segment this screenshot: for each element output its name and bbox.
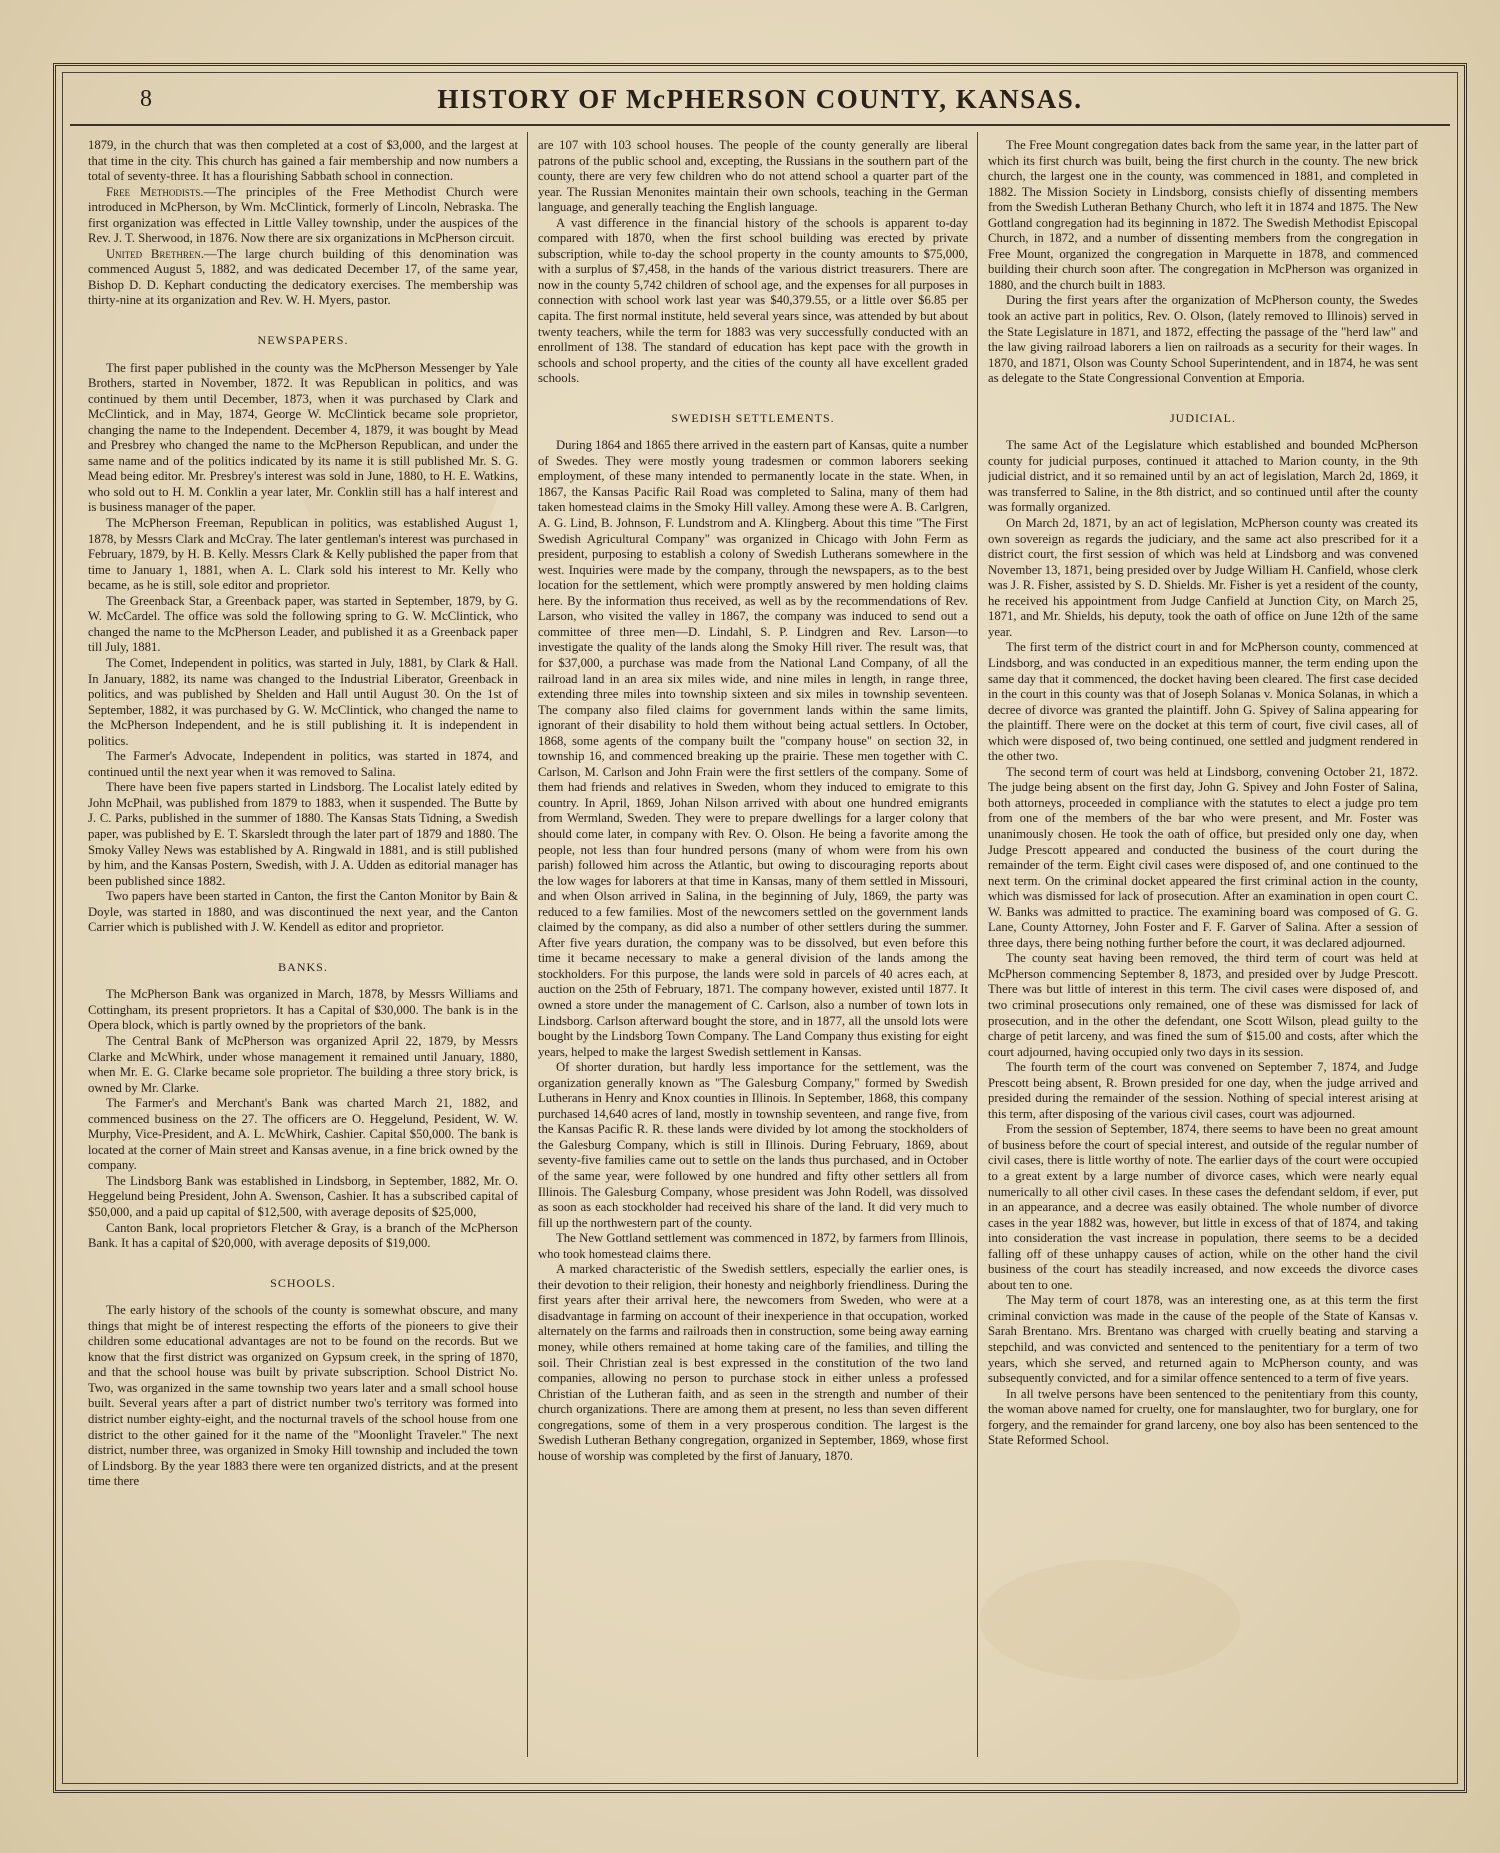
section-heading-judicial: JUDICIAL. — [1170, 410, 1236, 425]
paragraph: Canton Bank, local proprietors Fletcher & Gray, is a branch of the McPherson Bank. It has a capital of $20,000, with average deposits of $19,000. — [88, 1220, 518, 1251]
paragraph: A vast difference in the financial history of the schools is apparent to-day compared with 1870, when the first school building was erected by private subscription, while to-day the school property in the county amounts to $75,000, with a surplus of $7,458, in the hands of the various district treasurers. There are now in the county 5,742 children of school age, and the expenses for all purposes in connection with school work last year was $40,379.55, or a little over $6.85 per capita. The first normal institute, held several years since, was attended by but about twenty teachers, while the term for 1883 was very successfully conducted with an enrollment of 138. The standard of education has kept pace with the growth in schools and school property, and the cities of the county all have excellent graded schools. — [538, 215, 968, 386]
paragraph: The McPherson Bank was organized in March, 1878, by Messrs Williams and Cottingham, its present proprietors. It has a Capital of $30,000. The bank is in the Opera block, which is partly owned by the proprietors of the bank. — [88, 987, 518, 1033]
paragraph: Of shorter duration, but hardly less importance for the settlement, was the organization generally known as "The Galesburg Company," formed by Swedish Lutherans in Henry and Knox counties in Illinois. In September, 1868, this company purchased 14,640 acres of land, mostly in township seventeen, and range five, from the Kansas Pacific R. R. these lands were divided by lot among the stockholders of the Galesburg Company, which is still in Illinois. During February, 1869, about seventy-five families came out to settle on the lands thus purchased, and in October of the same year, were followed by one hundred and fifty other settlers all from Illinois. The Galesburg Company, whose president was John Rodell, was dissolved as soon as each stockholder had received his share of the land. It did very much to fill up the northwestern part of the county. — [538, 1060, 968, 1230]
page-header — [70, 86, 1450, 126]
paragraph-text: —The large church building of this denomination was commenced August 5, 1882, and was dedicated December 17, of the same year, Bishop D. D. Kephart conducting the dedicatory exercises. The membership was thirty-nine at its organization and Rev. W. H. Myers, pastor. — [88, 246, 518, 308]
paragraph: The Farmer's and Merchant's Bank was charted March 21, 1882, and commenced business on the 27. The officers are O. Heggelund, Pesident, W. W. Murphy, Vice-President, and A. L. McWhirk, Cashier. Capital $50,000. The bank is located at the corner of Main street and Kansas avenue, in a fine brick owned by the company. — [88, 1096, 518, 1173]
column-rule — [527, 132, 528, 1757]
paragraph: The Comet, Independent in politics, was started in July, 1881, by Clark & Hall. In January, 1882, its name was changed to the Industrial Liberator, Greenback in politics, and was published by Shelden and Hall until August 30. On the 1st of September, 1882, it was purchased by G. W. McClintick, who changed the name to the McPherson Independent, and he is still publishing it. It is independent in politics. — [88, 655, 518, 748]
section-heading-schools: SCHOOLS. — [270, 1275, 336, 1290]
section-heading-newspapers: NEWSPAPERS. — [257, 333, 349, 348]
paragraph: The New Gottland settlement was commenced in 1872, by farmers from Illinois, who took homestead claims there. — [538, 1231, 968, 1261]
paragraph: There have been five papers started in Lindsborg. The Localist lately edited by John McPhail, was published from 1879 to 1883, when it suspended. The Butte by J. C. Parks, published in the summer of 1880. The Kansas Stats Tidning, a Swedish paper, was published by E. T. Skarsledt through the later part of 1879 and 1880. The Smoky Valley News was established by A. Ringwald in 1881, and is still published by him, and the Kansas Postern, Swedish, with J. A. Udden as editorial manager has been published since 1882. — [88, 780, 518, 888]
paragraph-text: —The principles of the Free Methodist Church were introduced in McPherson, by Wm. McClintick, formerly of Lincoln, Nebraska. The first organization was effected in Little Valley township, under the auspices of the Rev. J. T. Sherwood, in 1876. Now there are six organizations in McPherson circuit. — [88, 184, 518, 246]
paragraph: The McPherson Freeman, Republican in politics, was established August 1, 1878, by Messrs Clark and McCray. The later gentleman's interest was purchased in February, 1879, by H. B. Kelly. Messrs Clark & Kelly published the paper from that time to January 1, 1881, when A. L. Clark sold his interest to Mr. Kelly who became, as he is still, sole editor and proprietor. — [88, 516, 518, 593]
section-heading-swedish-settlements: SWEDISH SETTLEMENTS. — [671, 410, 835, 425]
column-2 — [538, 138, 968, 1758]
paragraph: The first paper published in the county was the McPherson Messenger by Yale Brothers, started in November, 1872. It was Republican in politics, and was continued by them until December, 1873, when it was purchased by Clark and McClintick, and in May, 1874, George W. McClintick became sole proprietor, changing the name to the Independent. December 4, 1879, it was bought by Mead and Presbrey who changed the name to the McPherson Republican, and under the same name and of the politics indicated by its name it is still published Mr. S. G. Mead being editor. Mr. Presbrey's interest was sold in June, 1880, to H. E. Watkins, who sold out to H. M. Conklin a year later, Mr. Conklin still has a half interest and is business manager of the paper. — [88, 360, 518, 515]
run-in-heading: United Brethren. — [106, 246, 205, 261]
paragraph: During the first years after the organization of McPherson county, the Swedes took an active part in politics, Rev. O. Olson, (lately removed to Illinois) served in the State Legislature in 1871, and 1872, effecting the passage of the "herd law" and the law giving railroad laborers a lien on railroads as a security for their wages. In 1870, and 1871, Olson was County School Superintendent, and in 1874, he was sent as delegate to the State Congressional Convention at Emporia. — [988, 293, 1418, 386]
paragraph: The May term of court 1878, was an interesting one, as at this term the first criminal conviction was made in the cause of the people of the State of Kansas v. Sarah Brentano. Mrs. Brentano was charged with cruelly beating and starving a stepchild, and was convicted and sentenced to the penitentiary for a term of two years, which she served, and returned again to McPherson county, and was subsequently convicted, and for a similar offence sentenced to a term of five years. — [988, 1293, 1418, 1386]
paragraph: The first term of the district court in and for McPherson county, commenced at Lindsborg, and was conducted in an expeditious manner, the term ending upon the same day that it commenced, the docket having been cleared. The first case decided in the court in this county was that of Joseph Solanas v. Monica Solanas, in which a decree of divorce was granted the plaintiff. John G. Spivey of Salina appearing for the plaintiff. There were on the docket at this term of court, five civil cases, all of which were disposed of, two being continued, one settled and judgment rendered in the other two. — [988, 640, 1418, 764]
paragraph: From the session of September, 1874, there seems to have been no great amount of business before the court of special interest, and outside of the regular number of civil cases, there is little worthy of note. The earlier days of the court were occupied to a great extent by a large number of divorce cases, which were nearly equal numerically to all other civil cases. In these cases the defendant seldom, if ever, put in an appearance, and a decree was easily obtained. The whole number of divorce cases in the year 1882 was, however, but little in excess of that of 1874, and taking into consideration the vast increase in population, there seems to be a decided falling off of these unhappy causes of action, while on the other hand the civil business of the court has steadily increased, and now exceeds the divorce cases about ten to one. — [988, 1122, 1418, 1292]
paragraph: In all twelve persons have been sentenced to the penitentiary from this county, the woman above named for cruelty, one for manslaughter, two for burglary, one for forgery, and the remainder for grand larceny, one boy also has been sentenced to the State Reformed School. — [988, 1386, 1418, 1448]
header-rule — [70, 124, 1450, 126]
column-rule — [977, 132, 978, 1757]
paragraph — [88, 185, 518, 247]
paragraph: The same Act of the Legislature which established and bounded McPherson county for judicial purposes, continued it attached to Marion county, in the 9th judicial district, and it so remained until by an act of legislation, March 2d, 1869, it was transferred to Saline, in the 8th district, and so continued until after the county was formally organized. — [988, 438, 1418, 515]
paragraph: On March 2d, 1871, by an act of legislation, McPherson county was created its own sovereign as regards the judiciary, and the same act also prescribed for it a district court, the first session of which was held at Lindsborg and was convened November 13, 1871, being presided over by Judge William H. Canfield, whose clerk was J. R. Fisher, assisted by S. D. Shields. Mr. Fisher is yet a resident of the county, he received his appointment from Judge Canfield at Junction City, on March 25, 1871, and Mr. Shields, his deputy, took the oath of office on June 12th of the same year. — [988, 516, 1418, 639]
paragraph: A marked characteristic of the Swedish settlers, especially the earlier ones, is their devotion to their religion, their honesty and neighborly friendliness. During the first years after their arrival here, the newcomers from Sweden, who were at a disadvantage in farming on account of their inexperience in that occupation, worked alternately on the farms and railroads then in construction, some being away earning money, while others remained at home taking care of the families, and tilling the soil. Their Christian zeal is best expressed in the constitution of the two land companies, allowing no person to purchase stock in either unless a professed Christian of the Lutheran faith, and as seen in the strength and number of their church organizations. There are among them at present, no less than seven different congregations, some of them in a very prosperous condition. The largest is the Swedish Lutheran Bethany congregation, organized in September, 1869, whose first house of worship was completed by the first of January, 1870. — [538, 1262, 968, 1463]
paragraph: The Farmer's Advocate, Independent in politics, was started in 1874, and continued until the next year when it was removed to Salina. — [88, 749, 518, 779]
paragraph: The second term of court was held at Lindsborg, convening October 21, 1872. The judge being absent on the first day, John G. Spivey and John Foster of Salina, both attorneys, proceeded in compliance with the statutes to elect a judge pro tem from one of the members of the bar who were present, and Mr. Foster was unanimously chosen. He took the oath of office, but presided only one day, when Judge Prescott appeared and conducted the business of the court during the remainder of the term. Eight civil cases were disposed of, and one continued to the next term. On the criminal docket appeared the first criminal action in the county, which was dismissed for lack of prosecution. After an examination in open court C. W. Banks was admitted to practice. The examining board was composed of G. G. Lane, County Attorney, John Foster and F. F. Garver of Salina. After a session of three days, there being nothing further before the court, it was declared adjourned. — [988, 764, 1418, 950]
paragraph: Two papers have been started in Canton, the first the Canton Monitor by Bain & Doyle, was started in 1880, and was discontinued the next year, and the Canton Carrier which is published with J. W. Kendell as editor and proprietor. — [88, 889, 518, 935]
paragraph: are 107 with 103 school houses. The people of the county generally are liberal patrons of the public school and, excepting, the Russians in the southern part of the county, there are very few children who do not attend school a quarter part of the year. The Russian Menonites maintain their own schools, teaching in the German language, and generally teaching the English language. — [538, 138, 968, 215]
paragraph: The early history of the schools of the county is somewhat obscure, and many things that might be of interest respecting the efforts of the pioneers to give their children some educational advantages are not to be found on the records. But we know that the first district was organized on Gypsum creek, in the spring of 1870, and that the school house was built by private subscription. School District No. Two, was organized in the same township two years later and a small school house built. Several years after a part of district number two's territory was formed into district number eighty-eight, and the nocturnal travels of the school house from one district to the other gained for it the name of the "Moonlight Traveler." The next district, number three, was organized in Smoky Hill township and included the town of Lindsborg. By the year 1883 there were ten organized districts, and at the present time there — [88, 1303, 518, 1489]
column-3 — [988, 138, 1418, 1758]
running-title: HISTORY OF McPHERSON COUNTY, KANSAS. — [437, 84, 1083, 114]
page-number: 8 — [140, 86, 152, 112]
paragraph: During 1864 and 1865 there arrived in the eastern part of Kansas, quite a number of Swedes. They were mostly young tradesmen or common laborers seeking employment, of these many intended to permanently locate in the state. When, in 1867, the Kansas Pacific Rail Road was completed to Salina, many of them had taken homestead claims in the Smoky Hill valley. Among these were A. B. Carlgren, A. G. Lind, B. Johnson, F. Lundstrom and A. Klingberg. About this time "The First Swedish Agricultural Company" was organized in Chicago with John Ferm as president, purposing to establish a colony of Swedish Lutherans somewhere in the west. Inquiries were made by the company, through the newspapers, as to the best location for the settlement, which were promptly answered by men holding claims here. By the information thus received, as well as by the recommendations of Rev. Larson, who visited the valley in 1867, the company was induced to send out a committee of three men—D. Lindahl, S. P. Lindgren and Rev. Larson—to investigate the quality of the lands along the Smoky Hill river. The result was, that for $37,000, a purchase was made from the National Land Company, of all the railroad land in an area six miles wide, and nine miles in length, in range three, extending three miles into township sixteen and six miles in township seventeen. The company also filed claims for government lands within the same limits, ignorant of their disability to hold them without being actual settlers. In October, 1868, some agents of the company built the "company house" on section 32, in township 16, and commenced breaking up the prairie. These men together with C. Carlson, M. Carlson and John Frain were the first settlers of the company. Some of them had friends and relatives in Sweden, whom they induced to emigrate to this country. In April, 1869, Johan Nilson arrived with about one hundred emigrants from Wermland, Sweden. They were to prepare dwellings for a larger colony that should come later, in company with Rev. O. Olson. He being a favorite among the people, not less than four hundred persons (many of whom were from his own parish) followed him across the Atlantic, but owing to discouraging reports about the low wages for laborers at that time in Kansas, many of them settled in Missouri, and when Olson arrived in Salina, in the beginning of July, 1869, the party was reduced to a few families. Most of the newcomers settled on the government lands claimed by the company, as did also a number of other settlers during the summer. After five years duration, the company was to be dissolved, but even before this time it became necessary to make a general division of the lands among the stockholders. For this purpose, the lands were sold in parcels of 40 acres each, at auction on the 25th of February, 1871. The company however, existed until 1877. It owned a store under the management of C. Carlson, also a number of town lots in Lindsborg. Carlson afterward bought the store, and in 1877, all the unsold lots were bought by the Lindsborg Town Company. The Land Company thus existing for eight years, helped to make the largest Swedish settlement in Kansas. — [538, 438, 968, 1059]
run-in-heading: Free Methodists. — [106, 184, 204, 199]
paragraph: The Free Mount congregation dates back from the same year, in the latter part of which its first church was built, being the first church in the county. The new brick church, the largest one in the county, was commenced in 1881, and completed in 1882. The Mission Society in Lindsborg, consists chiefly of dissenting members from the Swedish Lutheran Bethany Church, who left it in 1874 and 1875. The New Gottland congregation had its beginning in 1872. The Swedish Methodist Episcopal Church, in 1872, and a number of dissenting members from the congregation in Free Mount, organized the congregation in Marquette in 1878, and commenced building their church soon after. The congregation in McPherson was organized in 1880, and the church built in 1883. — [988, 138, 1418, 292]
paragraph — [88, 247, 518, 309]
paragraph: The Central Bank of McPherson was organized April 22, 1879, by Messrs Clarke and McWhirk, under whose management it remained until January, 1880, when Mr. E. G. Clarke became sole proprietor. The building a three story brick, is owned by Mr. Clarke. — [88, 1033, 518, 1095]
column-1 — [88, 138, 518, 1758]
paragraph: 1879, in the church that was then completed at a cost of $3,000, and the largest at that time in the city. This church has gained a fair membership and now numbers a total of seventy-three. It has a flourishing Sabbath school in connection. — [88, 138, 518, 184]
paragraph: The county seat having been removed, the third term of court was held at McPherson commencing September 8, 1873, and presided over by Judge Prescott. There was but little of interest in this term. The civil cases were disposed of, and two criminal prosecutions only remained, one of these was dismissed for lack of prosecution, and in the other the defendant, one Scott Wilson, plead guilty to the charge of petit larceny, and was fined the sum of $15.00 and costs, after which the court adjourned, having occupied only two days in its session. — [988, 951, 1418, 1059]
paragraph: The Greenback Star, a Greenback paper, was started in September, 1879, by G. W. McCardel. The office was sold the following spring to G. W. McClintick, who changed the name to the McPherson Leader, and published it as a Greenback paper till July, 1881. — [88, 593, 518, 655]
paragraph: The Lindsborg Bank was established in Lindsborg, in September, 1882, Mr. O. Heggelund being President, John A. Swenson, Cashier. It has a subscribed capital of $50,000, and a paid up capital of $12,500, with average deposits of $25,000, — [88, 1173, 518, 1219]
paragraph: The fourth term of the court was convened on September 7, 1874, and Judge Prescott being absent, R. Brown presided for one day, when the judge arrived and presided during the remainder of the session. Nothing of special interest arising at this term, after disposing of the various civil cases, court was adjourned. — [988, 1060, 1418, 1121]
section-heading-banks: BANKS. — [278, 959, 328, 974]
